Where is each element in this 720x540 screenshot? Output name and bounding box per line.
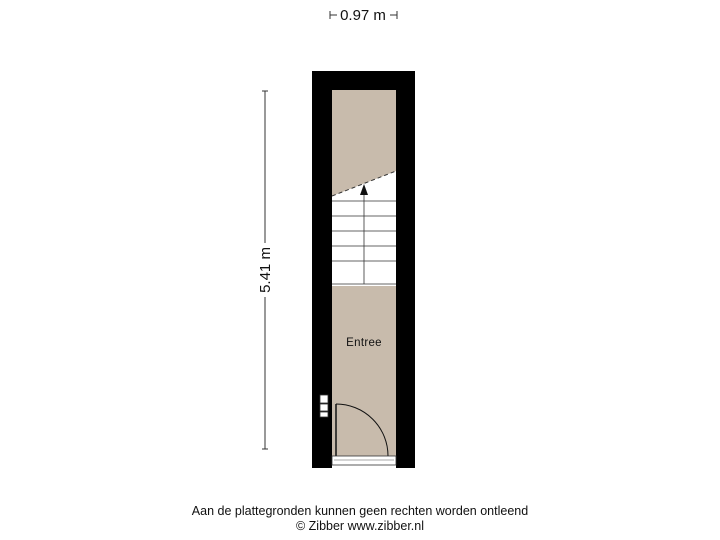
wall-right bbox=[396, 71, 415, 468]
meter-box bbox=[320, 395, 328, 403]
width-label: 0.97 m bbox=[340, 7, 386, 24]
meter-box bbox=[320, 412, 328, 417]
copyright-text: © Zibber www.zibber.nl bbox=[295, 519, 424, 533]
width-dimension bbox=[330, 7, 397, 24]
height-dimension bbox=[257, 91, 274, 449]
meter-box bbox=[320, 404, 328, 411]
door-threshold bbox=[332, 456, 396, 465]
meter-boxes bbox=[320, 395, 328, 417]
height-label: 5.41 m bbox=[257, 247, 274, 293]
room-label-entree: Entree bbox=[346, 337, 382, 349]
disclaimer-text: Aan de plattegronden kunnen geen rechten worden ontleend bbox=[191, 504, 529, 518]
